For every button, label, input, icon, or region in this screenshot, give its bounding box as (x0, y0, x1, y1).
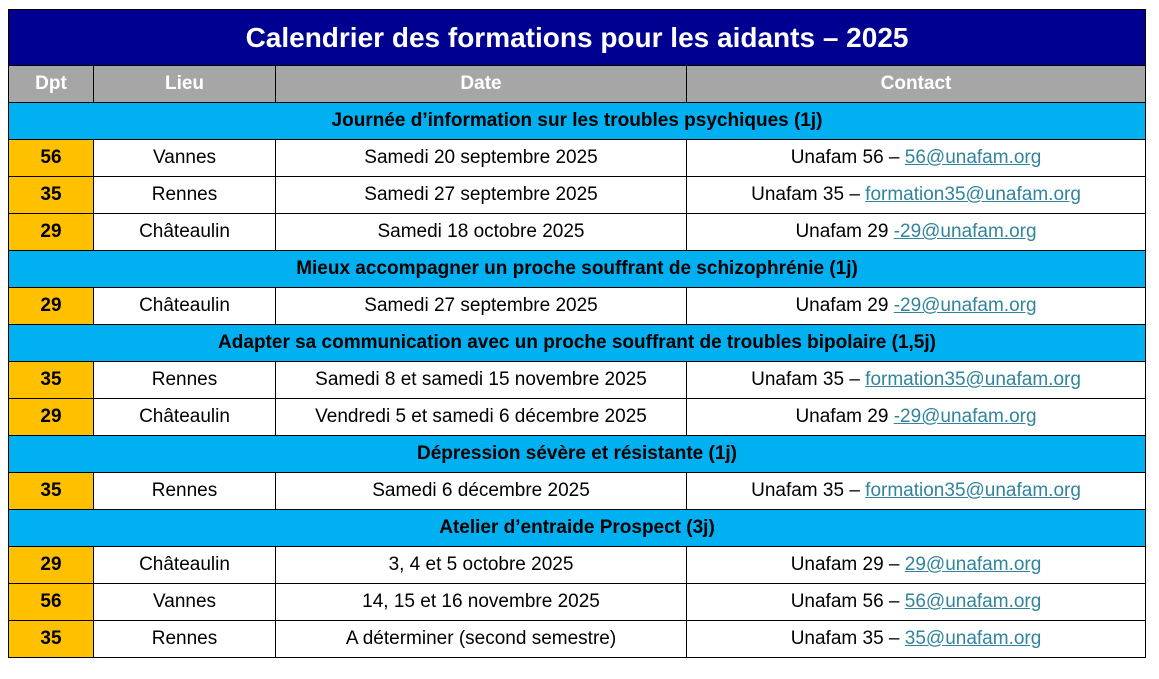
header-row (9, 66, 1146, 103)
section-title: Dépression sévère et résistante (1j) (9, 436, 1146, 473)
dpt-cell: 56 (9, 584, 94, 621)
dpt-cell: 56 (9, 140, 94, 177)
contact-cell (687, 214, 1146, 251)
dpt-cell: 29 (9, 288, 94, 325)
lieu-cell: Vannes (94, 140, 276, 177)
contact-email-link[interactable]: 56@unafam.org (904, 147, 1042, 168)
contact-email-link[interactable]: -29@unafam.org (893, 295, 1037, 316)
section-row (9, 103, 1146, 140)
section-title: Journée d’information sur les troubles psychiques (1j) (9, 103, 1146, 140)
contact-email-link[interactable]: formation35@unafam.org (865, 369, 1081, 390)
training-calendar-table (8, 9, 1146, 658)
date-cell: Samedi 27 septembre 2025 (276, 177, 687, 214)
lieu-cell: Châteaulin (94, 399, 276, 436)
dpt-cell: 29 (9, 214, 94, 251)
section-row (9, 251, 1146, 288)
contact-email-link[interactable]: formation35@unafam.org (865, 480, 1081, 501)
date-cell: Samedi 18 octobre 2025 (276, 214, 687, 251)
contact-name: Unafam 56 – (790, 147, 905, 168)
date-cell: A déterminer (second semestre) (276, 621, 687, 658)
date-cell: Samedi 8 et samedi 15 novembre 2025 (276, 362, 687, 399)
date-cell: Samedi 20 septembre 2025 (276, 140, 687, 177)
table-row (9, 473, 1146, 510)
contact-name: Unafam 35 – (790, 628, 905, 649)
contact-cell (687, 362, 1146, 399)
contact-name: Unafam 35 – (751, 480, 866, 501)
header-date: Date (276, 66, 687, 103)
table-row (9, 288, 1146, 325)
lieu-cell: Vannes (94, 584, 276, 621)
table-row (9, 214, 1146, 251)
date-cell: Vendredi 5 et samedi 6 décembre 2025 (276, 399, 687, 436)
table-row (9, 362, 1146, 399)
section-title: Adapter sa communication avec un proche souffrant de troubles bipolaire (1,5j) (9, 325, 1146, 362)
section-row (9, 510, 1146, 547)
contact-cell (687, 288, 1146, 325)
contact-email-link[interactable]: -29@unafam.org (893, 406, 1037, 427)
dpt-cell: 29 (9, 399, 94, 436)
table-row (9, 621, 1146, 658)
contact-name: Unafam 35 – (751, 369, 866, 390)
contact-name: Unafam 29 (795, 221, 894, 242)
contact-cell (687, 177, 1146, 214)
contact-email-link[interactable]: 56@unafam.org (904, 591, 1042, 612)
contact-cell (687, 621, 1146, 658)
lieu-cell: Rennes (94, 621, 276, 658)
contact-email-link[interactable]: -29@unafam.org (893, 221, 1037, 242)
table-row (9, 584, 1146, 621)
lieu-cell: Rennes (94, 362, 276, 399)
header-lieu: Lieu (94, 66, 276, 103)
calendar-document (8, 9, 1145, 658)
page-title: Calendrier des formations pour les aidants – 2025 (9, 10, 1146, 66)
section-title: Mieux accompagner un proche souffrant de schizophrénie (1j) (9, 251, 1146, 288)
section-row (9, 436, 1146, 473)
dpt-cell: 35 (9, 177, 94, 214)
section-row (9, 325, 1146, 362)
contact-cell (687, 140, 1146, 177)
header-dpt: Dpt (9, 66, 94, 103)
contact-cell (687, 473, 1146, 510)
contact-email-link[interactable]: formation35@unafam.org (865, 184, 1081, 205)
lieu-cell: Rennes (94, 177, 276, 214)
contact-email-link[interactable]: 35@unafam.org (904, 628, 1042, 649)
contact-name: Unafam 29 (795, 295, 894, 316)
section-title: Atelier d’entraide Prospect (3j) (9, 510, 1146, 547)
title-row (9, 10, 1146, 66)
date-cell: Samedi 27 septembre 2025 (276, 288, 687, 325)
lieu-cell: Châteaulin (94, 214, 276, 251)
date-cell: 14, 15 et 16 novembre 2025 (276, 584, 687, 621)
date-cell: 3, 4 et 5 octobre 2025 (276, 547, 687, 584)
contact-cell (687, 399, 1146, 436)
contact-cell (687, 547, 1146, 584)
contact-name: Unafam 56 – (790, 591, 905, 612)
header-contact: Contact (687, 66, 1146, 103)
table-row (9, 547, 1146, 584)
contact-name: Unafam 35 – (751, 184, 866, 205)
table-row (9, 177, 1146, 214)
lieu-cell: Châteaulin (94, 288, 276, 325)
contact-cell (687, 584, 1146, 621)
date-cell: Samedi 6 décembre 2025 (276, 473, 687, 510)
dpt-cell: 35 (9, 362, 94, 399)
contact-name: Unafam 29 (795, 406, 894, 427)
dpt-cell: 29 (9, 547, 94, 584)
table-row (9, 140, 1146, 177)
dpt-cell: 35 (9, 473, 94, 510)
contact-email-link[interactable]: 29@unafam.org (904, 554, 1042, 575)
table-row (9, 399, 1146, 436)
contact-name: Unafam 29 – (790, 554, 905, 575)
lieu-cell: Rennes (94, 473, 276, 510)
lieu-cell: Châteaulin (94, 547, 276, 584)
dpt-cell: 35 (9, 621, 94, 658)
